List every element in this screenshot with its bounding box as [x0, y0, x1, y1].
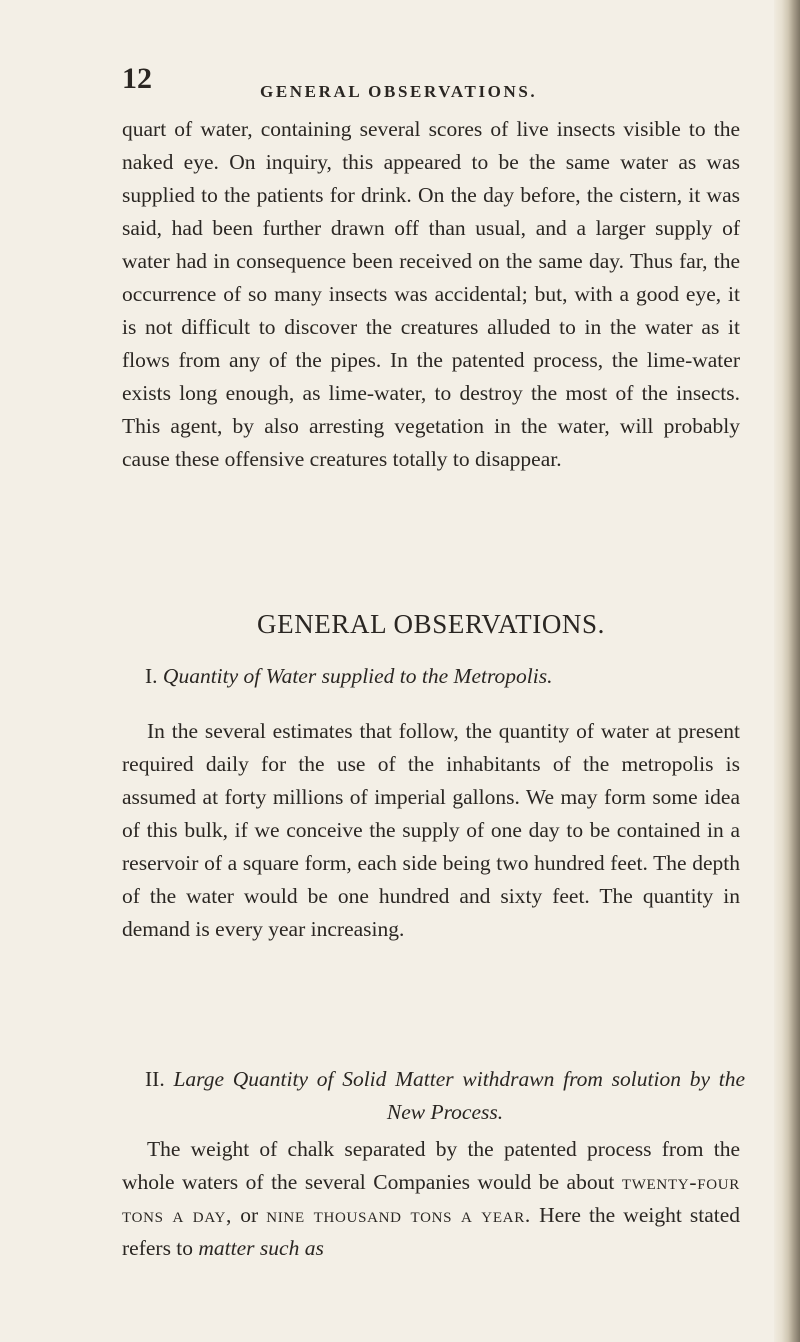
- running-title: GENERAL OBSERVATIONS.: [260, 82, 538, 101]
- section-2-title-text: Large Quantity of Solid Matter withdrawn from solution by the New Process.: [173, 1067, 746, 1124]
- page-edge-shadow: [774, 0, 800, 1342]
- section-2-or: or: [240, 1203, 259, 1227]
- section-2-number: II.: [145, 1067, 165, 1091]
- section-1-title-text: Quantity of Water supplied to the Metropolis.: [162, 664, 553, 688]
- paragraph-continuation: quart of water, containing several scores of live insects visible to the naked eye. On inquiry, this appeared to be the same water as was supplied to the patients for drink. On the day before, the cistern, it was said, had been further drawn off than usual, and a larger supply of water had in consequence been received on the same day. Thus far, the occurrence of so many insects was accidental; but, with a good eye, it is not difficult to discover the creatures alluded to in the water as it flows from any of the pipes. In the patented process, the lime-water exists long enough, as lime-water, to destroy the most of the insects. This agent, by also arresting vegetation in the water, will probably cause these offensive creatures totally to disappear.: [122, 117, 740, 471]
- section-1-body: In the several estimates that follow, the quantity of water at present required daily for the use of the inhabitants of the metropolis is assumed at forty millions of imperial gallons. We may form some idea of this bulk, if we conceive the supply of one day to be contained in a reservoir of a square form, each side being two hundred feet. The depth of the water would be one hundred and sixty feet. The quantity in demand is every year increasing.: [122, 719, 740, 941]
- section-2-small-caps-daily: twenty-four tons a day,: [122, 1170, 741, 1227]
- section-2-body-mid: Here the weight stated refers to: [122, 1203, 741, 1260]
- section-1-number: I.: [145, 664, 158, 688]
- section-2-body: [122, 1133, 740, 1265]
- section-2-title: [145, 1063, 745, 1129]
- running-head: [122, 62, 722, 106]
- section-heading: GENERAL OBSERVATIONS.: [257, 609, 605, 639]
- page-number: 12: [122, 62, 152, 95]
- section-2-small-caps-yearly: nine thousand tons a year.: [266, 1203, 531, 1227]
- section-1-title: [145, 660, 745, 693]
- section-2-body-italic-end: matter such as: [198, 1236, 324, 1260]
- section-2-body-start: The weight of chalk separated by the patented process from the whole waters of the several Companies would be about: [122, 1137, 740, 1194]
